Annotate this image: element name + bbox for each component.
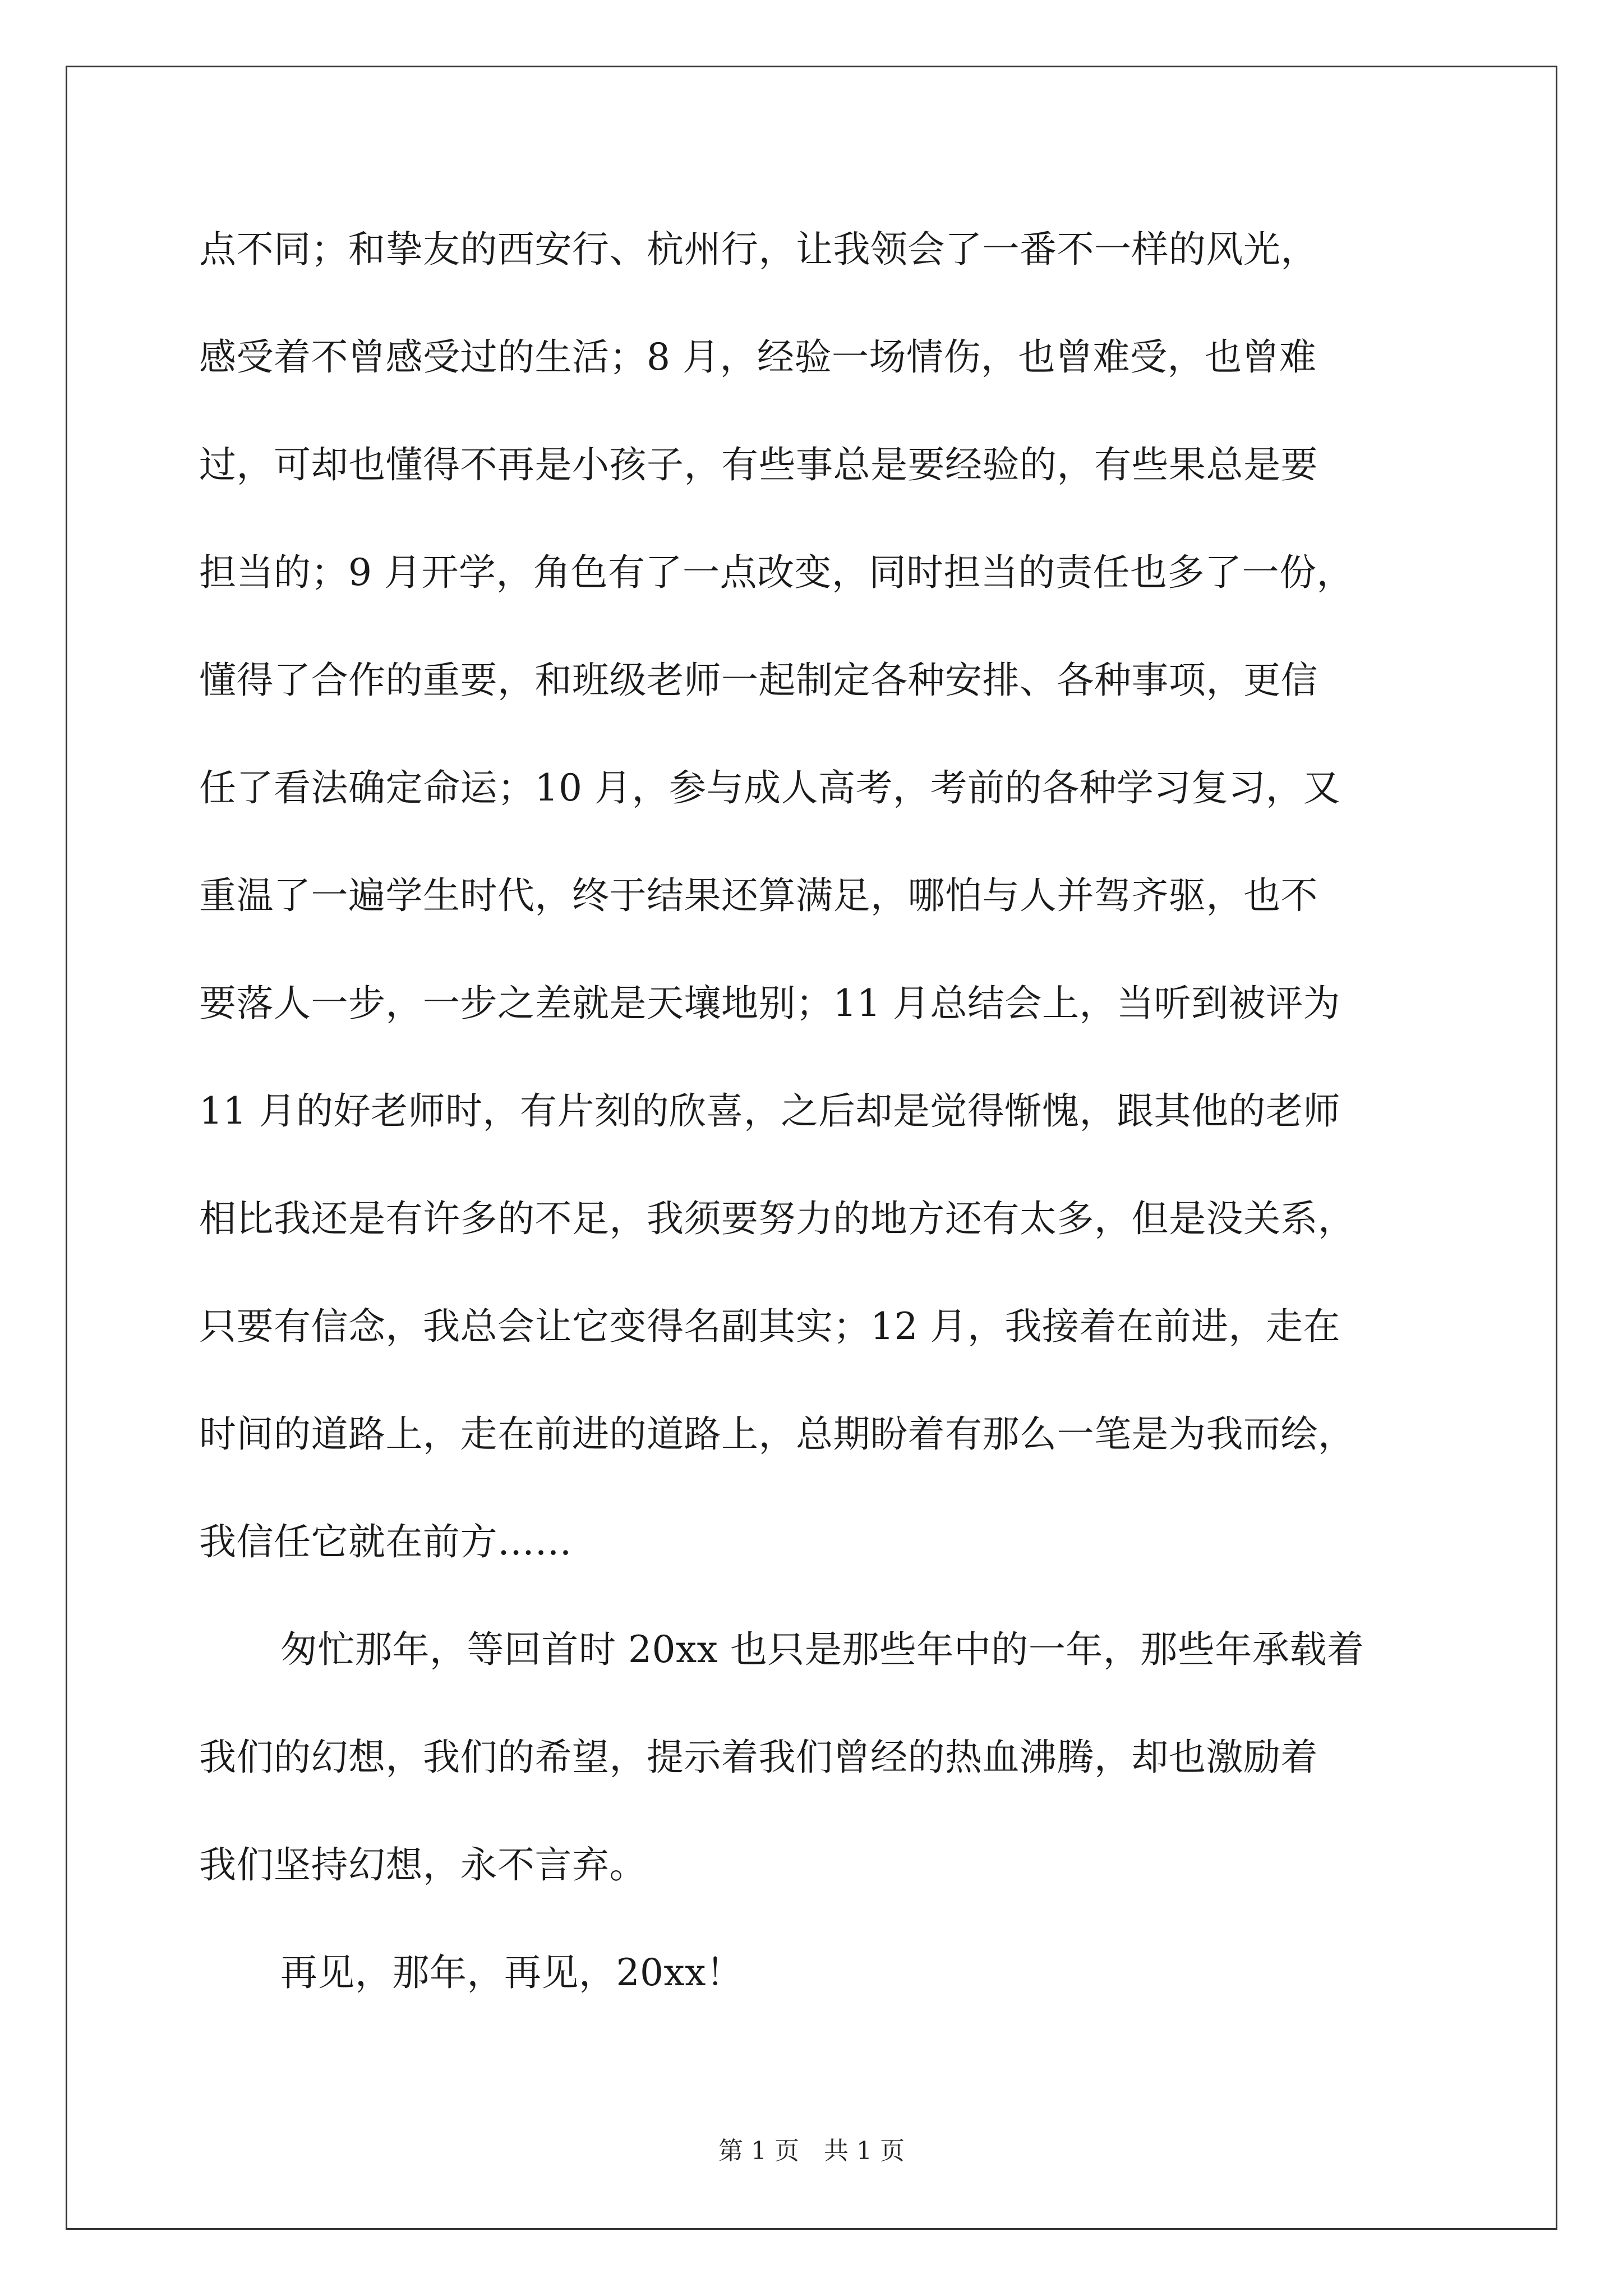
text-line: 我们的幻想，我们的希望，提示着我们曾经的热血沸腾，却也激励着 (199, 1736, 1318, 1779)
text-line: 时间的道路上，走在前进的道路上，总期盼着有那么一笔是为我而绘， (199, 1412, 1355, 1456)
paragraph-3 (199, 1939, 1438, 2047)
text-line: 要落人一步，一步之差就是天壤地别；11 月总结会上，当听到被评为 (199, 982, 1340, 1025)
text-line: 再见，那年，再见，20xx！ (280, 1951, 744, 1994)
text-line: 懂得了合作的重要，和班级老师一起制定各种安排、各种事项，更信 (199, 659, 1318, 702)
paragraph-2 (199, 1616, 1438, 1939)
text-line: 匆忙那年，等回首时 20xx 也只是那些年中的一年，那些年承载着 (280, 1628, 1364, 1671)
text-line: 任了看法确定命运；10 月，参与成人高考，考前的各种学习复习，又 (199, 766, 1340, 809)
text-line: 点不同；和挚友的西安行、杭州行，让我领会了一番不一样的风光， (199, 228, 1318, 271)
text-line: 过，可却也懂得不再是小孩子，有些事总是要经验的，有些果总是要 (199, 443, 1318, 486)
text-line: 我们坚持幻想，永不言弃。 (199, 1843, 647, 1887)
text-line: 担当的；9 月开学，角色有了一点改变，同时担当的责任也多了一份， (199, 551, 1354, 594)
text-line: 我信任它就在前方…… (199, 1520, 572, 1563)
text-line: 11 月的好老师时，有片刻的欣喜，之后却是觉得惭愧，跟其他的老师 (199, 1089, 1340, 1133)
text-line: 相比我还是有许多的不足，我须要努力的地方还有太多，但是没关系， (199, 1197, 1355, 1240)
page-number-footer: 第 1 页 共 1 页 (718, 2137, 905, 2165)
text-line: 重温了一遍学生时代，终于结果还算满足，哪怕与人并驾齐驱，也不 (199, 874, 1318, 917)
paragraph-1 (199, 216, 1438, 1616)
text-line: 感受着不曾感受过的生活；8 月，经验一场情伤，也曾难受，也曾难 (199, 335, 1317, 379)
document-body (199, 216, 1438, 2047)
text-line: 只要有信念，我总会让它变得名副其实；12 月，我接着在前进，走在 (199, 1305, 1340, 1348)
